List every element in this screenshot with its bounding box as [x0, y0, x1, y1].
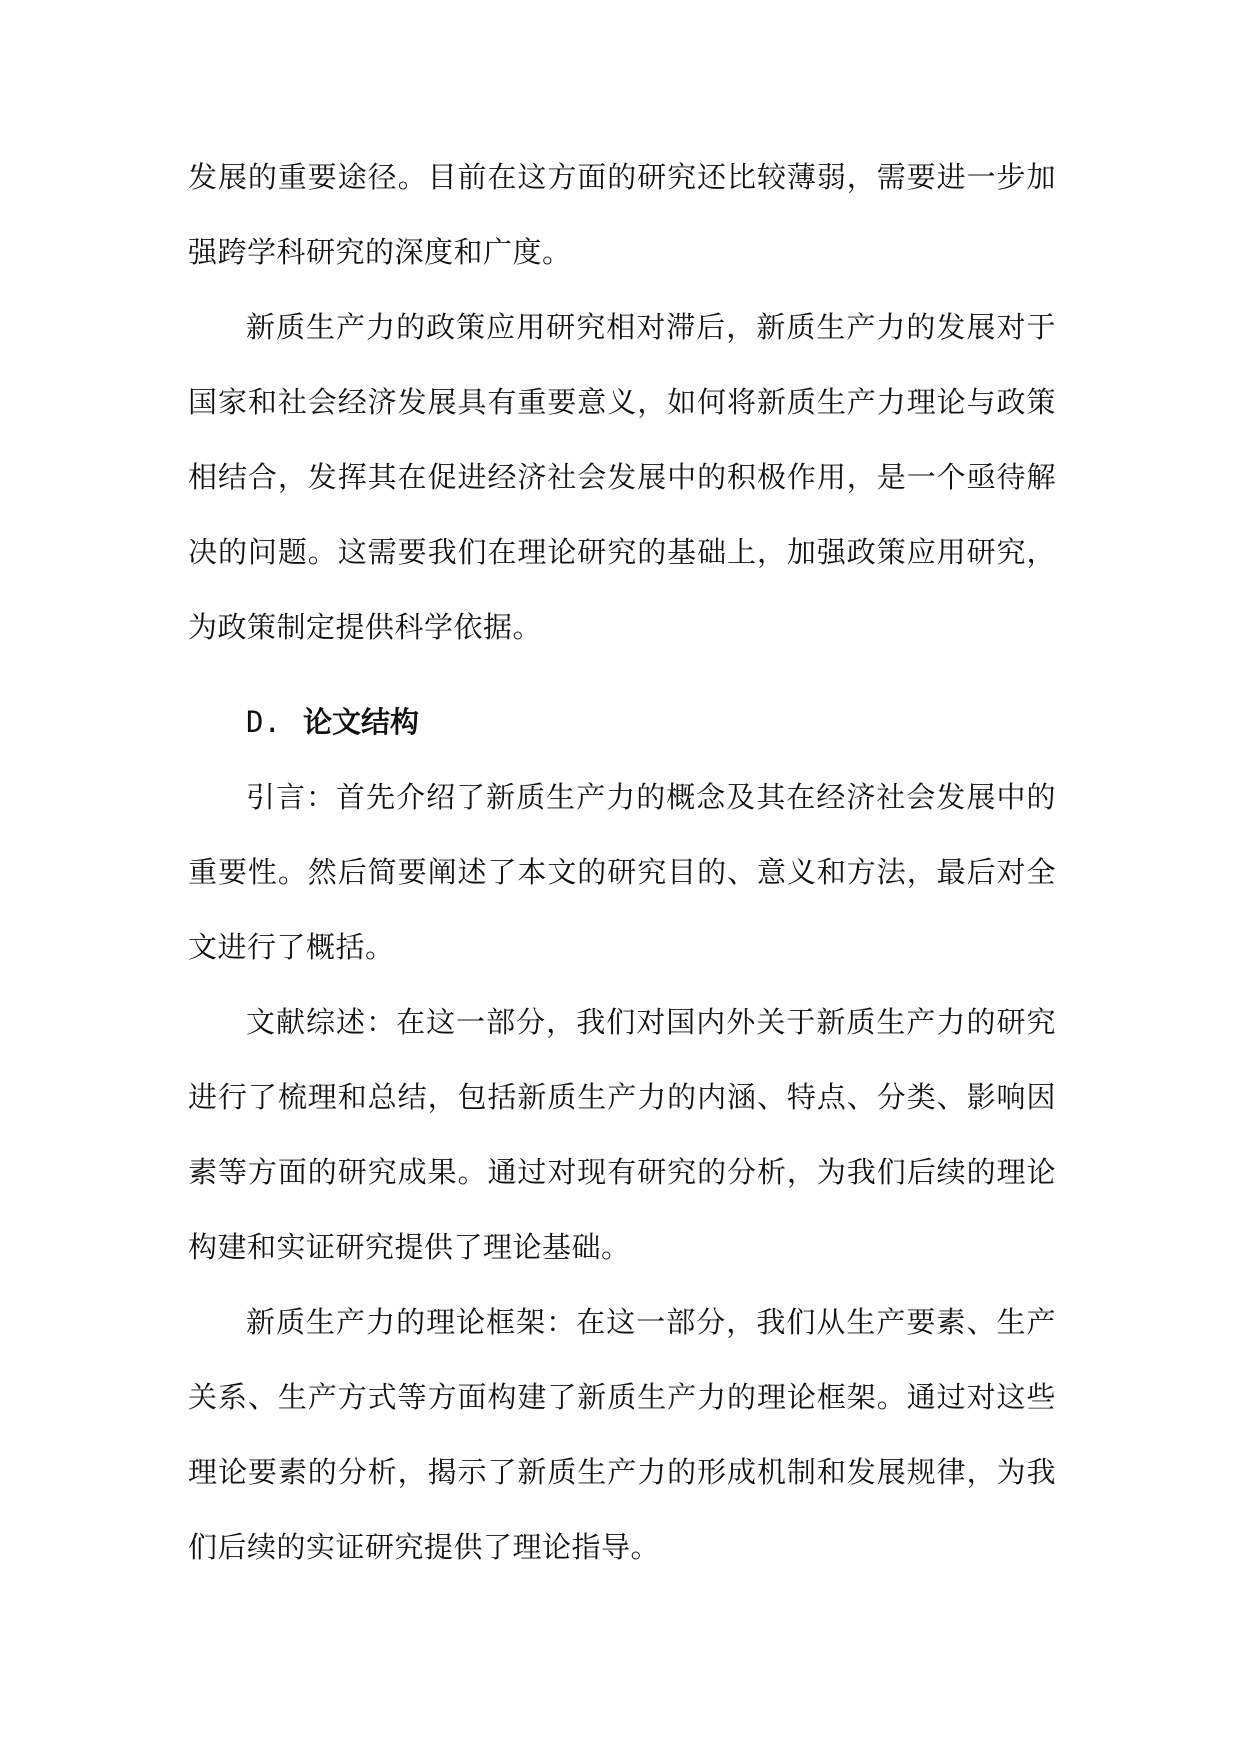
paragraph-continued: 发展的重要途径。目前在这方面的研究还比较薄弱，需要进一步加强跨学科研究的深度和广度。: [188, 160, 1056, 269]
section-heading-letter: D.: [246, 705, 281, 739]
paragraph-policy-application: 新质生产力的政策应用研究相对滞后，新质生产力的发展对于国家和社会经济发展具有重要意义，如何将新质生产力理论与政策相结合，发挥其在促进经济社会发展中的积极作用，是一个亟待解决的问题。这需要我们在理论研究的基础上，加强政策应用研究，为政策制定提供科学依据。: [188, 310, 1056, 644]
section-heading: [188, 685, 1056, 760]
paragraph-theoretical-framework: 新质生产力的理论框架：在这一部分，我们从生产要素、生产关系、生产方式等方面构建了新质生产力的理论框架。通过对这些理论要素的分析，揭示了新质生产力的形成机制和发展规律，为我们后续的实证研究提供了理论指导。: [188, 1305, 1056, 1564]
section-heading-title: 论文结构: [303, 705, 420, 739]
paragraph-literature-review: 文献综述：在这一部分，我们对国内外关于新质生产力的研究进行了梳理和总结，包括新质生产力的内涵、特点、分类、影响因素等方面的研究成果。通过对现有研究的分析，为我们后续的理论构建和实证研究提供了理论基础。: [188, 1005, 1056, 1264]
document-body: [188, 140, 1056, 1585]
paragraph-introduction: 引言：首先介绍了新质生产力的概念及其在经济社会发展中的重要性。然后简要阐述了本文的研究目的、意义和方法，最后对全文进行了概括。: [188, 780, 1056, 964]
